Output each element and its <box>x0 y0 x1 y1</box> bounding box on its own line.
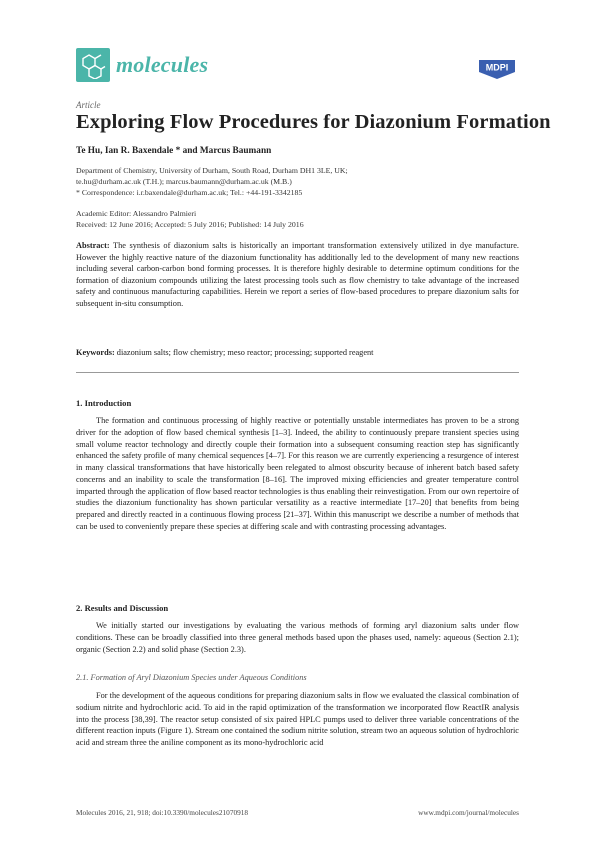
text-line: couple their formation into a subsequent consuming reaction step has significantly enhanced the safety <box>76 439 519 461</box>
text-line: of interest in many classical transformations that have historically been relegated to almost obscurity <box>76 451 519 472</box>
academic-editor: Academic Editor: Alessandro Palmieri <box>76 209 197 218</box>
text-line: studies the diazonium functionality has shown particular versatility as a reactive intermediate [17–20] <box>76 498 432 508</box>
abstract-label: Abstract: <box>76 241 110 250</box>
text-line: because of inherent batch based safety concerns and an inability to scale the transformation [8–16]. <box>76 463 520 484</box>
text-line: this manuscript we describe a number of methods that can be used to conveniently prepare these <box>76 510 520 531</box>
text-line: the transformation we incorporated flow ReactIR analysis into the process [38,39]. The reactor setup <box>76 702 519 724</box>
text-line: salts under flow conditions. These can be broadly classified into three general methods based upon <box>76 621 520 642</box>
publication-dates: Received: 12 June 2016; Accepted: 5 July 2016; Published: 14 July 2016 <box>76 220 304 229</box>
journal-name: molecules <box>116 52 209 77</box>
text-line: For the development of the aqueous conditions for preparing diazonium salts in flow we evaluated <box>96 691 424 700</box>
text-line: ability to continuously prepare transient species using small volume reactor technology and directly <box>76 427 519 449</box>
article-type: Article <box>76 100 101 110</box>
text-line: species at differing scale and with contrasting processing advantages. <box>216 521 447 531</box>
text-line: of flow based reactor technologies is thus enabling their reinvestigation. From our own repertoire of <box>186 486 520 496</box>
text-line: the classical combination of sodium nitrite and hydrochloric acid. To aid in the rapid optimization of <box>76 691 519 712</box>
publisher-logo-text: MDPI <box>485 62 509 73</box>
section-heading-results: 2. Results and Discussion <box>76 603 169 613</box>
abstract-text: The synthesis of diazonium salts is historically an important transformation extensively utilized in dye manufacture. However the highly reactive nature of the diazonium functionality has additionally led to the development of many new reactions including several carbon-carbon bond forming processes. It is therefore highly desirable to determine optimum conditions for the formation of diazonium compounds utilizing the latest processing tools such as flow chemistry to take advantage of the increased safety and continuous manufacturing capabilities. Herein we report a series of flow-based procedures to prepare diazonium salts for subsequent in-situ consumption. <box>76 241 519 308</box>
text-line: reaction inputs (Figure 1). Stream one contained the sodium nitrite solution, stream two an aqueous <box>106 726 437 736</box>
text-line: The improved mixing efficiencies and greater temperature control imparted through the application <box>76 474 519 496</box>
subsection-heading: 2.1. Formation of Aryl Diazonium Species under Aqueous Conditions <box>76 673 307 682</box>
correspondence-line[interactable]: * Correspondence: i.r.baxendale@durham.ac.uk; Tel.: +44-191-3342185 <box>76 188 303 197</box>
text-line: that benefits from being prepared and directly reacted in a continuous flowing process [21–37]. Within <box>76 498 520 519</box>
citation: Molecules 2016, 21, 918; doi:10.3390/molecules21070918 <box>76 808 249 817</box>
journal-website-link[interactable]: www.mdpi.com/journal/molecules <box>418 808 519 817</box>
text-line: The formation and continuous processing of highly reactive or potentially unstable intermediates <box>96 416 428 425</box>
affiliation-line: Department of Chemistry, University of Durham, South Road, Durham DH1 3LE, UK; <box>76 166 348 175</box>
molecule-structure-icon <box>76 48 110 82</box>
section-heading-introduction: 1. Introduction <box>76 398 132 408</box>
authors: Te Hu, Ian R. Baxendale * and Marcus Baumann <box>76 146 272 156</box>
page-footer <box>76 808 519 817</box>
text-line: profile of many chemical sequences [4–7]. For this reason we are currently experiencing a resurgence <box>143 451 484 461</box>
text-line: the phases used, namely: aqueous (Section 2.1); organic (Section 2.2) and solid phase (Section 2.3). <box>76 632 519 654</box>
journal-logo <box>76 48 208 82</box>
keywords-label: Keywords: <box>76 348 115 357</box>
abstract <box>76 240 519 310</box>
keywords-text: diazonium salts; flow chemistry; meso reactor; processing; supported reagent <box>116 348 374 357</box>
keywords <box>76 347 519 359</box>
text-line: We initially started our investigations by evaluating the various methods of forming aryl diazonium <box>96 621 457 630</box>
text-line: has proven to be a strong driver for the adoption of flow based chemical synthesis [1–3]. Indeed, the <box>76 416 520 437</box>
introduction-paragraph <box>76 415 519 533</box>
affiliation-line[interactable]: te.hu@durham.ac.uk (T.H.); marcus.baumann@durham.ac.uk (M.B.) <box>76 177 292 186</box>
text-line: consisted of six paired HPLC pumps used to deliver three variable concentrations of the different <box>76 714 519 736</box>
subsection-paragraph <box>76 690 519 749</box>
results-paragraph <box>76 620 519 655</box>
section-divider <box>76 372 519 373</box>
page-title: Exploring Flow Procedures for Diazonium Formation <box>76 111 551 133</box>
mdpi-logo-icon <box>475 58 519 80</box>
text-line: solution of hydrochloric acid and stream three the aniline component as its mono-hydrochloric acid <box>76 726 519 747</box>
